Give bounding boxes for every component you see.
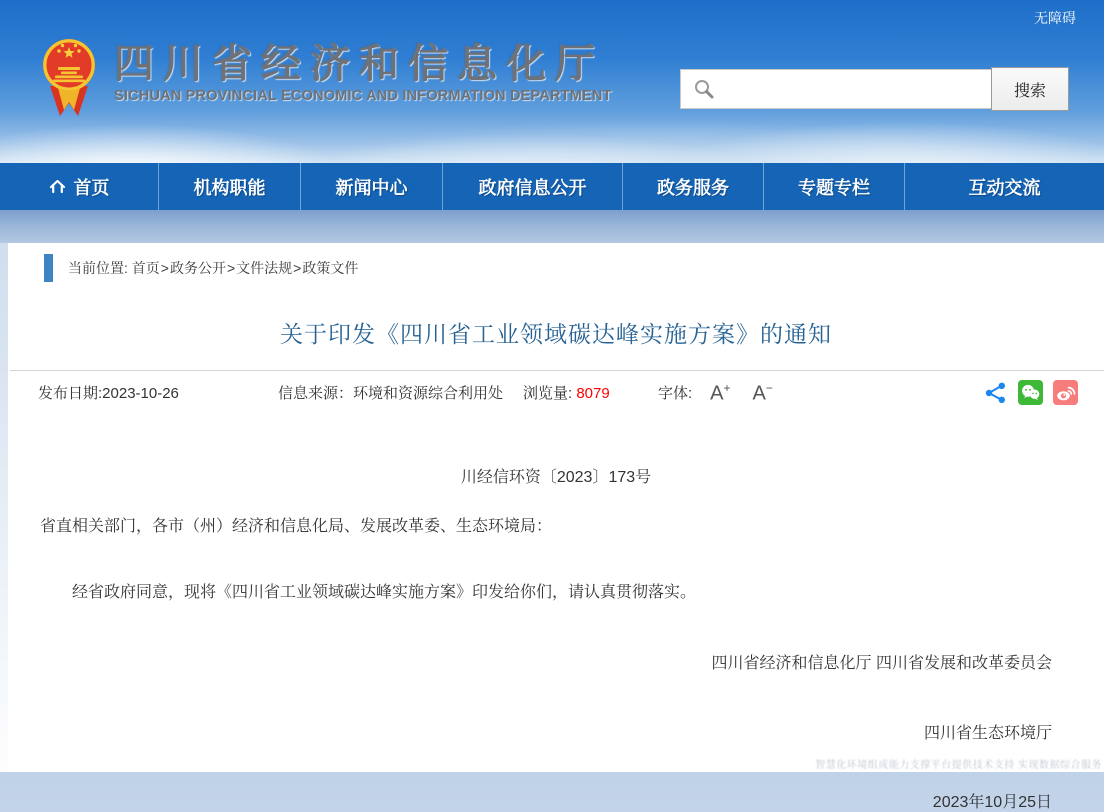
breadcrumb [44,243,1104,283]
site-subtitle: SICHUAN PROVINCIAL ECONOMIC AND INFORMATION DEPARTMENT [114,88,612,104]
view-count-value: 8079 [576,385,610,402]
nav-item-org[interactable] [158,163,300,210]
main-nav [0,163,1104,210]
font-decrease-glyph: A [752,382,766,405]
nav-item-label: 政府信息公开 [478,177,587,198]
font-increase-button[interactable] [710,382,730,404]
publish-date-value: 2023-10-26 [102,385,179,402]
font-decrease-button[interactable] [753,382,773,404]
nav-item-info-disclosure[interactable] [442,163,622,210]
wechat-icon[interactable] [1018,380,1043,405]
watermark-text: 智慧化环境组成能力支撑平台提供技术支持 实现数据综合服务 [815,760,1102,771]
nav-item-label: 政务服务 [657,177,729,198]
body-paragraph: 经省政府同意，现将《四川省工业领域碳达峰实施方案》印发给你们，请认真贯彻落实。 [72,584,697,601]
font-increase-glyph: A [710,382,724,405]
search-icon [693,78,715,100]
breadcrumb-link-policy-docs[interactable]: 政策文件 [302,260,359,276]
article-body [8,464,1104,812]
recipients-line: 省直相关部门，各市（州）经济和信息化局、发展改革委、生态环境局： [40,518,553,535]
accessibility-link[interactable]: 无障碍 [1034,10,1076,26]
brand-text [114,36,612,104]
nav-item-label: 专题专栏 [798,177,870,198]
nav-sub-strip [0,210,1104,243]
signature-date: 2023年10月25日 [932,794,1052,811]
breadcrumb-link-disclosure[interactable]: 政务公开 [169,260,226,276]
site-header [0,0,1104,163]
nav-item-label: 互动交流 [968,177,1041,198]
signature-line-2: 四川省生态环境厅 [923,725,1052,742]
info-source-label: 信息来源： [278,385,354,402]
nav-item-label: 新闻中心 [335,177,408,198]
national-emblem-icon [40,36,98,128]
breadcrumb-prefix: 当前位置: [68,260,128,276]
signature-line-1: 四川省经济和信息化厅 四川省发展和改革委员会 [711,655,1052,672]
search-input[interactable] [715,70,991,108]
nav-item-interaction[interactable] [904,163,1104,210]
breadcrumb-link-home[interactable]: 首页 [131,260,160,276]
document-number: 川经信环资〔2023〕173号 [460,469,652,486]
nav-item-home[interactable] [0,163,158,210]
breadcrumb-separator: > [226,260,236,276]
home-icon [49,179,66,194]
share-icons-group [983,380,1078,405]
site-logo-brand[interactable] [40,36,612,128]
info-source [278,382,523,403]
nav-item-special-topics[interactable] [763,163,904,210]
article-meta-row [8,371,1104,414]
weibo-icon[interactable] [1053,380,1078,405]
nav-item-label: 机构职能 [193,177,266,198]
search-area [680,67,1069,111]
font-plus-sign: + [723,380,731,395]
font-minus-sign: − [765,380,773,395]
article-title: 关于印发《四川省工业领域碳达峰实施方案》的通知 [280,321,832,347]
font-size-controls [658,382,795,404]
breadcrumb-link-regulations[interactable]: 文件法规 [236,260,293,276]
nav-item-services[interactable] [622,163,763,210]
view-count [523,382,658,403]
font-size-label: 字体: [658,385,693,402]
info-source-value: 环境和资源综合利用处 [353,385,504,402]
view-count-label: 浏览量: [523,385,573,402]
search-box [680,69,991,109]
publish-date [38,382,278,403]
breadcrumb-separator: > [160,260,169,276]
content-card [8,243,1104,811]
breadcrumb-separator: > [293,260,302,276]
search-button[interactable]: 搜索 [991,67,1069,111]
share-icon[interactable] [983,380,1008,405]
breadcrumb-accent-bar [44,254,53,282]
nav-item-label: 首页 [73,177,110,198]
site-title: 四川省经济和信息化厅 [114,42,604,86]
publish-date-label: 发布日期: [38,385,103,402]
nav-item-news[interactable] [300,163,442,210]
